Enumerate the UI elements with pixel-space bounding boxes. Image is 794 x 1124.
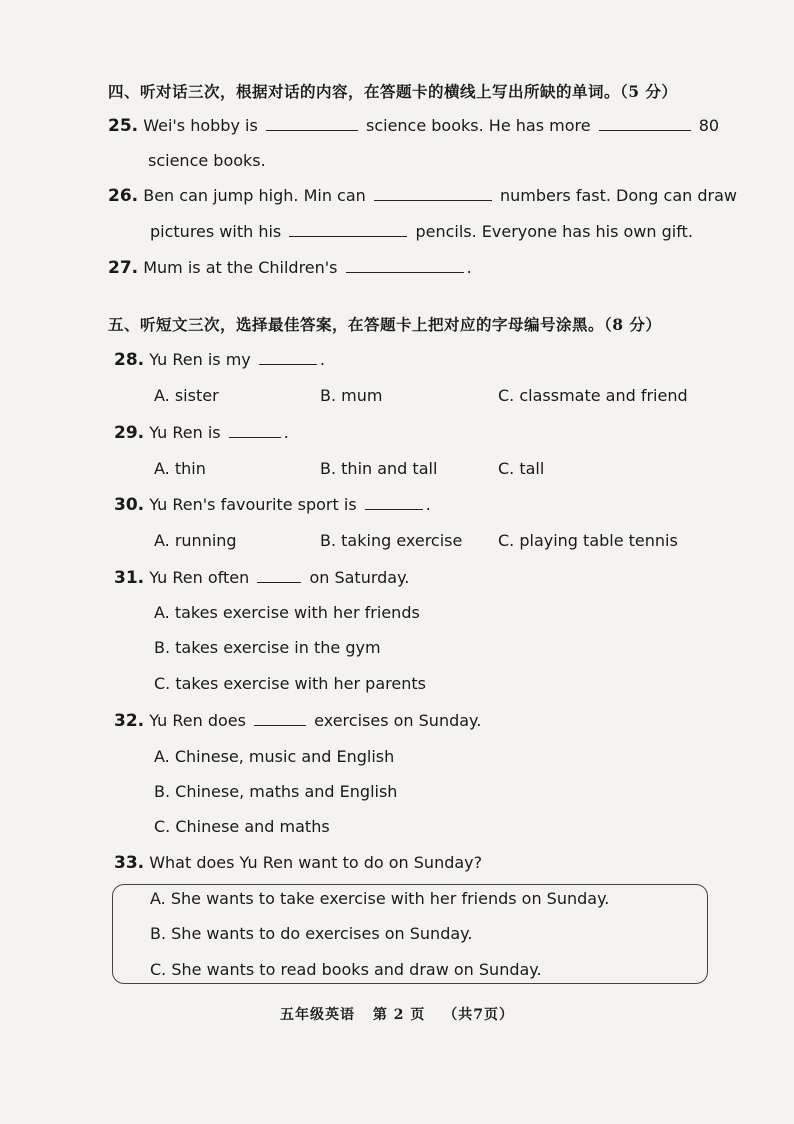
option-b[interactable]: B. thin and tall (320, 459, 438, 478)
question-text: Ben can jump high. Min can (143, 186, 366, 205)
question-25-line-1 (108, 116, 719, 136)
question-text: 80 (698, 116, 720, 135)
question-stem-end: . (283, 423, 289, 442)
question-28 (114, 350, 325, 370)
question-number: 27. (108, 258, 139, 278)
question-number: 29. (114, 423, 145, 443)
question-stem: Yu Ren's favourite sport is (149, 495, 357, 514)
option-b[interactable]: B. She wants to do exercises on Sunday. (150, 924, 473, 943)
question-number: 31. (114, 568, 145, 588)
question-number: 33. (114, 853, 145, 873)
answer-blank[interactable] (346, 271, 464, 273)
footer-page-number: 第 2 页 (372, 1007, 426, 1023)
answer-blank (365, 508, 423, 510)
question-26-line-2 (150, 222, 693, 241)
option-c[interactable]: C. classmate and friend (498, 386, 688, 405)
question-30 (114, 495, 431, 515)
answer-blank (257, 581, 301, 583)
footer-total-pages: （共7页） (443, 1007, 514, 1023)
question-26-line-1 (108, 186, 737, 206)
question-text: science books. He has more (365, 116, 591, 135)
section-5-title: 五、听短文三次，选择最佳答案，在答题卡上把对应的字母编号涂黑。（8 分） (108, 315, 662, 334)
question-27 (108, 258, 472, 278)
option-b[interactable]: B. takes exercise in the gym (154, 638, 381, 657)
option-c[interactable]: C. Chinese and maths (154, 817, 330, 836)
question-number: 25. (108, 116, 139, 136)
question-number: 28. (114, 350, 145, 370)
option-b[interactable]: B. taking exercise (320, 531, 463, 550)
question-text: pictures with his (150, 222, 282, 241)
question-29 (114, 423, 289, 443)
option-c[interactable]: C. takes exercise with her parents (154, 674, 426, 693)
option-c[interactable]: C. tall (498, 459, 545, 478)
question-number: 32. (114, 711, 145, 731)
option-a[interactable]: A. thin (154, 459, 206, 478)
answer-blank (259, 363, 317, 365)
question-text: numbers fast. Dong can draw (499, 186, 737, 205)
answer-blank[interactable] (289, 235, 407, 237)
option-a[interactable]: A. sister (154, 386, 219, 405)
option-b[interactable]: B. mum (320, 386, 383, 405)
answer-blank[interactable] (266, 129, 358, 131)
footer-subject: 五年级英语 (280, 1007, 355, 1023)
option-a[interactable]: A. takes exercise with her friends (154, 603, 420, 622)
option-c[interactable]: C. She wants to read books and draw on Sunday. (150, 960, 542, 979)
question-stem: What does Yu Ren want to do on Sunday? (149, 853, 483, 872)
question-stem-end: . (425, 495, 431, 514)
question-32 (114, 711, 481, 731)
question-stem-end: on Saturday. (309, 568, 410, 587)
question-text: Wei's hobby is (143, 116, 258, 135)
question-stem-end: . (319, 350, 325, 369)
question-number: 30. (114, 495, 145, 515)
question-stem: Yu Ren is my (149, 350, 251, 369)
question-text: Mum is at the Children's (143, 258, 338, 277)
option-a[interactable]: A. She wants to take exercise with her friends on Sunday. (150, 889, 610, 908)
answer-blank (229, 436, 281, 438)
question-31 (114, 568, 409, 588)
question-stem: Yu Ren is (149, 423, 221, 442)
page-footer (0, 1004, 794, 1024)
option-c[interactable]: C. playing table tennis (498, 531, 678, 550)
question-33 (114, 853, 482, 873)
question-text: pencils. Everyone has his own gift. (415, 222, 693, 241)
answer-blank[interactable] (599, 129, 691, 131)
answer-blank (254, 724, 306, 726)
question-text: . (466, 258, 472, 277)
question-stem-end: exercises on Sunday. (314, 711, 482, 730)
option-a[interactable]: A. running (154, 531, 237, 550)
option-a[interactable]: A. Chinese, music and English (154, 747, 395, 766)
answer-blank[interactable] (374, 199, 492, 201)
question-stem: Yu Ren does (149, 711, 246, 730)
question-number: 26. (108, 186, 139, 206)
question-stem: Yu Ren often (149, 568, 250, 587)
section-4-title: 四、听对话三次，根据对话的内容，在答题卡的横线上写出所缺的单词。（5 分） (108, 82, 678, 101)
option-b[interactable]: B. Chinese, maths and English (154, 782, 398, 801)
question-25-line-2: science books. (148, 151, 266, 170)
